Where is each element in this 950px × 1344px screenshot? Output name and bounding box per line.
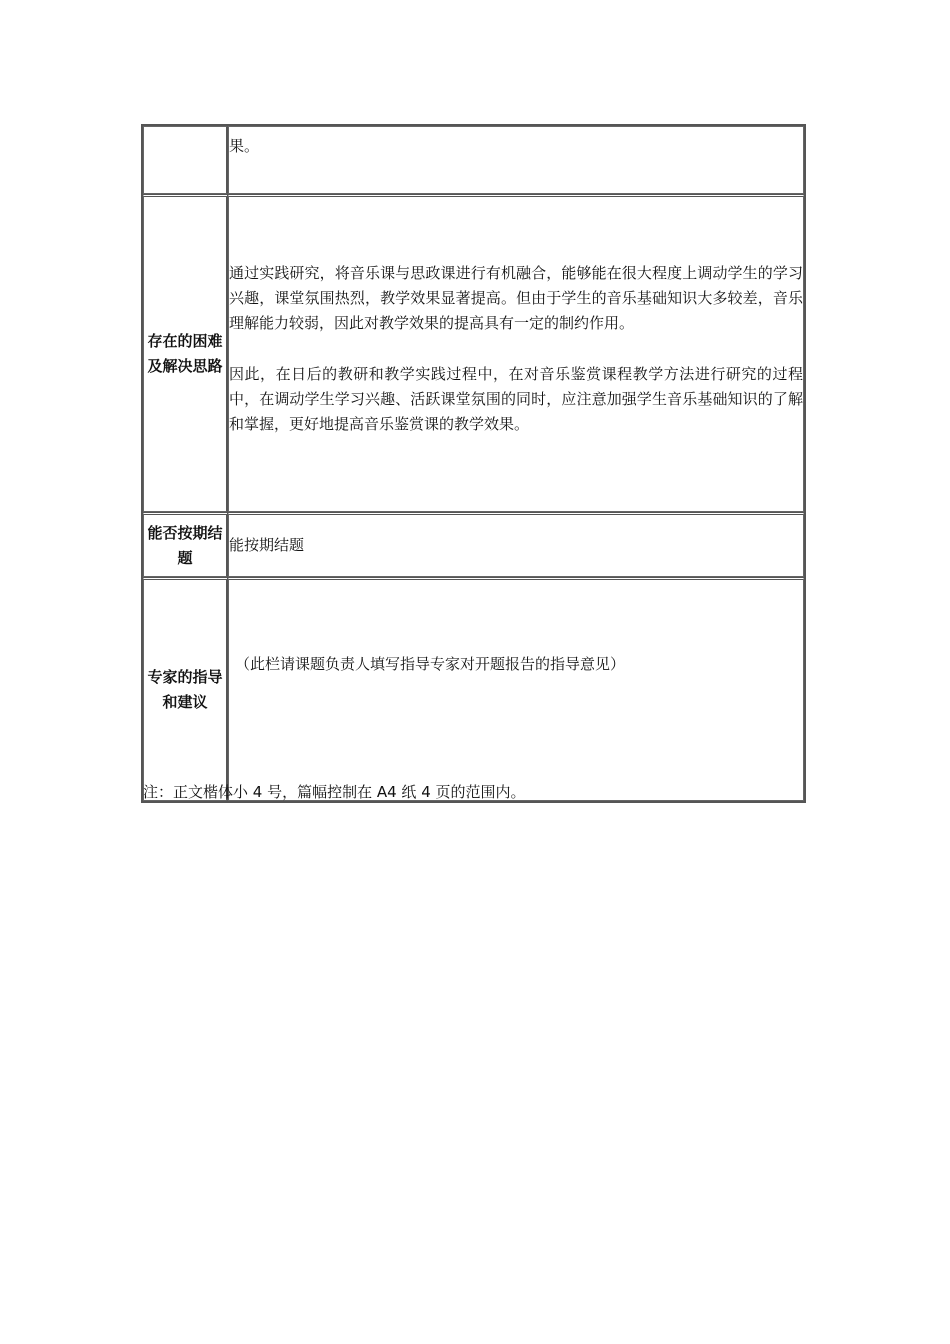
row-label: 能否按期结题 xyxy=(143,512,228,577)
paragraph: 果。 xyxy=(229,137,260,155)
row-content xyxy=(228,512,804,577)
report-form-table xyxy=(141,124,806,803)
row-content xyxy=(228,577,804,801)
table-row xyxy=(143,577,804,801)
table-row xyxy=(143,126,804,194)
table-row xyxy=(143,512,804,577)
table-row xyxy=(143,194,804,512)
row-content xyxy=(228,126,804,194)
footnote: 注：正文楷体小 4 号，篇幅控制在 A4 纸 4 页的范围内。 xyxy=(143,783,526,801)
row-label: 专家的指导和建议 xyxy=(143,577,228,801)
paragraph: 能按期结题 xyxy=(229,536,305,554)
row-label xyxy=(143,126,228,194)
row-label: 存在的困难及解决思路 xyxy=(143,194,228,512)
row-content xyxy=(228,194,804,512)
paragraph: （此栏请课题负责人填写指导专家对开题报告的指导意见） xyxy=(235,654,626,673)
paragraph: 通过实践研究，将音乐课与思政课进行有机融合，能够能在很大程度上调动学生的学习兴趣，课堂氛围热烈，教学效果显著提高。但由于学生的音乐基础知识大多较差，音乐理解能力较弱，因此对教学效果的提高具有一定的制约作用。 xyxy=(229,264,803,332)
paragraph: 因此，在日后的教研和教学实践过程中，在对音乐鉴赏课程教学方法进行研究的过程中，在调动学生学习兴趣、活跃课堂氛围的同时，应注意加强学生音乐基础知识的了解和掌握，更好地提高音乐鉴赏课的教学效果。 xyxy=(229,365,803,433)
